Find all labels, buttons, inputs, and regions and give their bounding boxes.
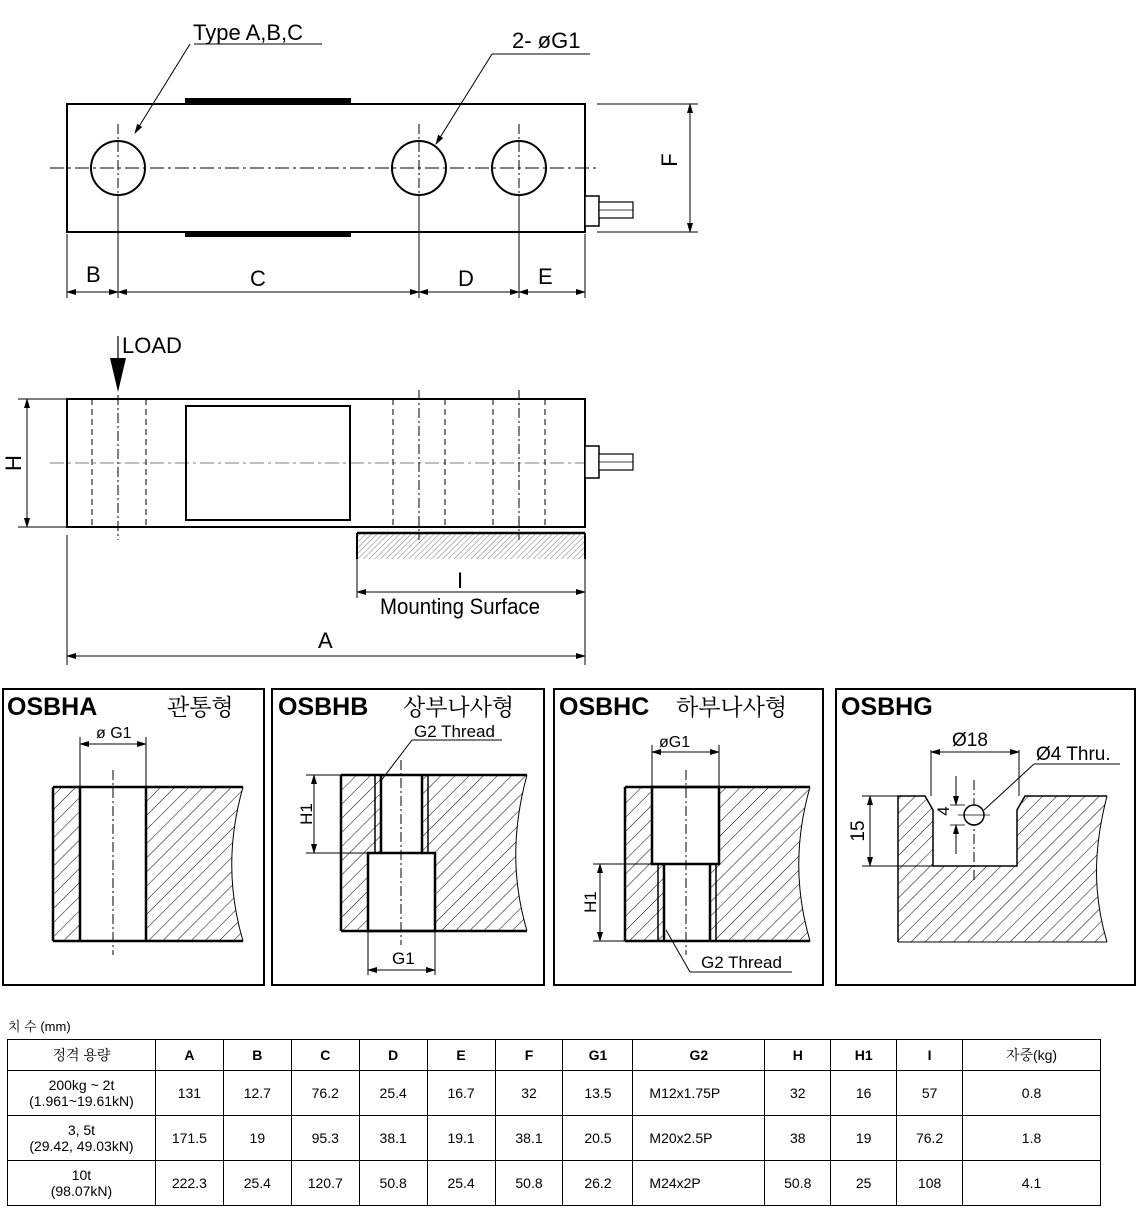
cell-h: 50.8 xyxy=(765,1161,831,1206)
dim-i: I xyxy=(457,568,464,593)
hole-label: 2- øG1 xyxy=(512,28,581,53)
header-weight: 자중(kg) xyxy=(963,1040,1101,1071)
cell-g1: 26.2 xyxy=(563,1161,633,1206)
variant-code: OSBHC xyxy=(559,693,650,721)
variant-name: 관통형 xyxy=(167,694,234,720)
mounting-surface xyxy=(357,533,585,559)
g1-label: ø G1 xyxy=(96,725,132,742)
cell-weight: 0.8 xyxy=(963,1071,1101,1116)
thru-label: Ø4 Thru. xyxy=(1036,744,1111,765)
capacity-cell xyxy=(8,1161,156,1206)
header-g1: G1 xyxy=(563,1040,633,1071)
g1-label: øG1 xyxy=(659,734,691,751)
dim-a: A xyxy=(318,628,333,653)
capacity-value: 200kg ~ 2t xyxy=(48,1077,115,1093)
variant-panel-osbha xyxy=(3,689,264,985)
mounting-surface-label: Mounting Surface xyxy=(380,594,540,619)
table-caption: 치 수 (mm) xyxy=(8,1019,71,1034)
cell-b: 12.7 xyxy=(223,1071,291,1116)
variant-name: 상부나사형 xyxy=(403,694,515,720)
cell-a: 131 xyxy=(155,1071,223,1116)
cell-d: 38.1 xyxy=(359,1116,427,1161)
cable-connector xyxy=(585,196,599,226)
cell-a: 171.5 xyxy=(155,1116,223,1161)
cell-c: 95.3 xyxy=(291,1116,359,1161)
capacity-kn: (98.07kN) xyxy=(50,1183,113,1199)
cell-d: 50.8 xyxy=(359,1161,427,1206)
dim15-label: 15 xyxy=(848,820,869,842)
capacity-value: 10t xyxy=(71,1167,92,1183)
cell-h1: 25 xyxy=(831,1161,897,1206)
table-row xyxy=(8,1116,1101,1161)
top-view xyxy=(50,20,698,298)
cell-i: 76.2 xyxy=(897,1116,963,1161)
load-label: LOAD xyxy=(122,333,182,358)
cell-b: 19 xyxy=(223,1116,291,1161)
cell-e: 25.4 xyxy=(427,1161,495,1206)
dim-e: E xyxy=(538,264,553,289)
variant-panel-osbhb xyxy=(272,689,544,985)
header-h: H xyxy=(765,1040,831,1071)
variant-code: OSBHG xyxy=(841,693,933,721)
dim-h: H xyxy=(1,455,26,471)
dim-c: C xyxy=(250,266,266,291)
table-row xyxy=(8,1071,1101,1116)
header-e: E xyxy=(427,1040,495,1071)
cell-e: 19.1 xyxy=(427,1116,495,1161)
header-h1: H1 xyxy=(831,1040,897,1071)
side-view xyxy=(1,333,633,665)
cell-e: 16.7 xyxy=(427,1071,495,1116)
variant-panel-osbhg xyxy=(836,689,1135,985)
header-f: F xyxy=(495,1040,563,1071)
cell-i: 57 xyxy=(897,1071,963,1116)
cell-i: 108 xyxy=(897,1161,963,1206)
variant-panel-osbhc xyxy=(554,689,823,985)
header-a: A xyxy=(155,1040,223,1071)
variant-code: OSBHB xyxy=(278,693,369,721)
dim-b: B xyxy=(86,262,101,287)
thread-label: G2 Thread xyxy=(414,722,495,741)
dim4-label: 4 xyxy=(934,806,953,816)
header-c: C xyxy=(291,1040,359,1071)
capacity-cell xyxy=(8,1116,156,1161)
variant-name: 하부나사형 xyxy=(676,694,788,720)
cell-c: 120.7 xyxy=(291,1161,359,1206)
g1-label: G1 xyxy=(392,949,415,968)
capacity-kn: (29.42, 49.03kN) xyxy=(29,1138,134,1154)
h1-label: H1 xyxy=(297,803,316,825)
cell-d: 25.4 xyxy=(359,1071,427,1116)
cell-g2: M24x2P xyxy=(633,1161,765,1206)
cell-h: 38 xyxy=(765,1116,831,1161)
dimension-table xyxy=(7,1039,1101,1206)
cell-weight: 4.1 xyxy=(963,1161,1101,1206)
header-capacity: 정격 용량 xyxy=(8,1040,156,1071)
cell-c: 76.2 xyxy=(291,1071,359,1116)
table-header-row xyxy=(8,1040,1101,1071)
cell-h1: 19 xyxy=(831,1116,897,1161)
d18-label: Ø18 xyxy=(952,730,988,751)
thread-label: G2 Thread xyxy=(701,953,782,972)
cell-h: 32 xyxy=(765,1071,831,1116)
dim-d: D xyxy=(458,266,474,291)
header-d: D xyxy=(359,1040,427,1071)
header-g2: G2 xyxy=(633,1040,765,1071)
type-label: Type A,B,C xyxy=(193,20,304,45)
variant-code: OSBHA xyxy=(7,693,98,721)
cell-b: 25.4 xyxy=(223,1161,291,1206)
cell-weight: 1.8 xyxy=(963,1116,1101,1161)
table-row xyxy=(8,1161,1101,1206)
cell-g1: 13.5 xyxy=(563,1071,633,1116)
header-b: B xyxy=(223,1040,291,1071)
cell-f: 50.8 xyxy=(495,1161,563,1206)
load-arrow-icon xyxy=(110,358,126,392)
capacity-cell xyxy=(8,1071,156,1116)
dim-f: F xyxy=(657,153,682,167)
capacity-kn: (1.961~19.61kN) xyxy=(29,1093,134,1109)
header-i: I xyxy=(897,1040,963,1071)
capacity-value: 3, 5t xyxy=(67,1122,96,1138)
cell-f: 38.1 xyxy=(495,1116,563,1161)
cell-g1: 20.5 xyxy=(563,1116,633,1161)
cell-g2: M12x1.75P xyxy=(633,1071,765,1116)
cell-g2: M20x2.5P xyxy=(633,1116,765,1161)
cell-a: 222.3 xyxy=(155,1161,223,1206)
h1-label: H1 xyxy=(581,891,600,913)
cell-f: 32 xyxy=(495,1071,563,1116)
cell-h1: 16 xyxy=(831,1071,897,1116)
